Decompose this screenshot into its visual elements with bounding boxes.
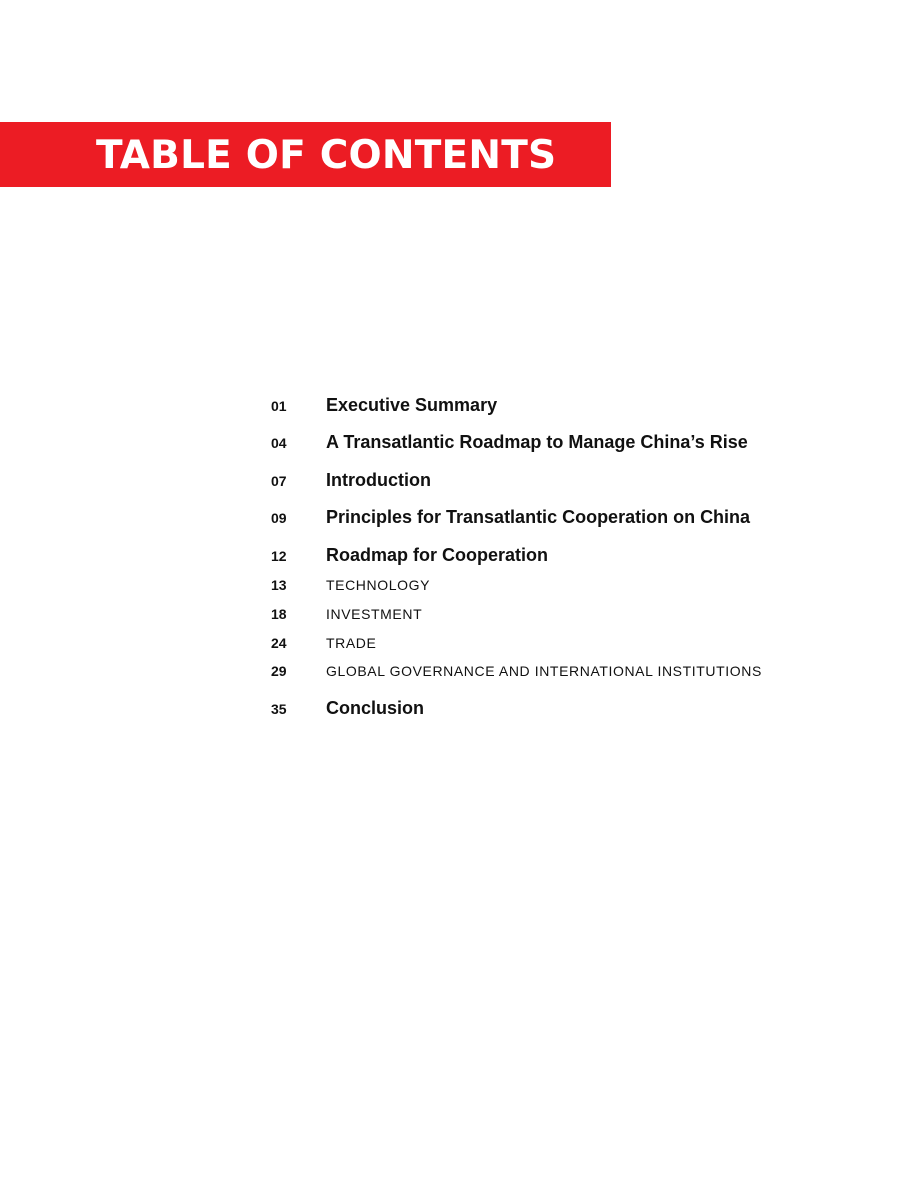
toc-entry-label: Roadmap for Cooperation [326, 545, 549, 565]
toc-page-number: 07 [271, 473, 287, 489]
title-banner [0, 122, 611, 187]
toc-page-number: 24 [271, 635, 287, 651]
toc-entry-label: A Transatlantic Roadmap to Manage China’s Rise [326, 432, 748, 452]
toc-page-number: 18 [271, 606, 287, 622]
toc-entry-label: GLOBAL GOVERNANCE AND INTERNATIONAL INSTITUTIONS [326, 663, 762, 679]
toc-page-number: 04 [271, 435, 287, 451]
toc-entry-label: TECHNOLOGY [326, 577, 431, 593]
toc-page-number: 29 [271, 663, 287, 679]
toc-page-number: 09 [271, 510, 287, 526]
page-title: TABLE OF CONTENTS [96, 133, 557, 178]
toc-entry-label: Principles for Transatlantic Cooperation on China [326, 507, 751, 527]
toc-page-number: 01 [271, 398, 287, 414]
toc-page-number: 12 [271, 548, 287, 564]
toc-page-number: 35 [271, 701, 287, 717]
toc-page-number: 13 [271, 577, 287, 593]
toc-entry-label: TRADE [326, 635, 377, 651]
toc-entry-label: INVESTMENT [326, 606, 423, 622]
toc-entry-label: Executive Summary [326, 395, 498, 415]
toc-entry-label: Introduction [326, 470, 431, 490]
toc-entry-label: Conclusion [326, 698, 424, 718]
